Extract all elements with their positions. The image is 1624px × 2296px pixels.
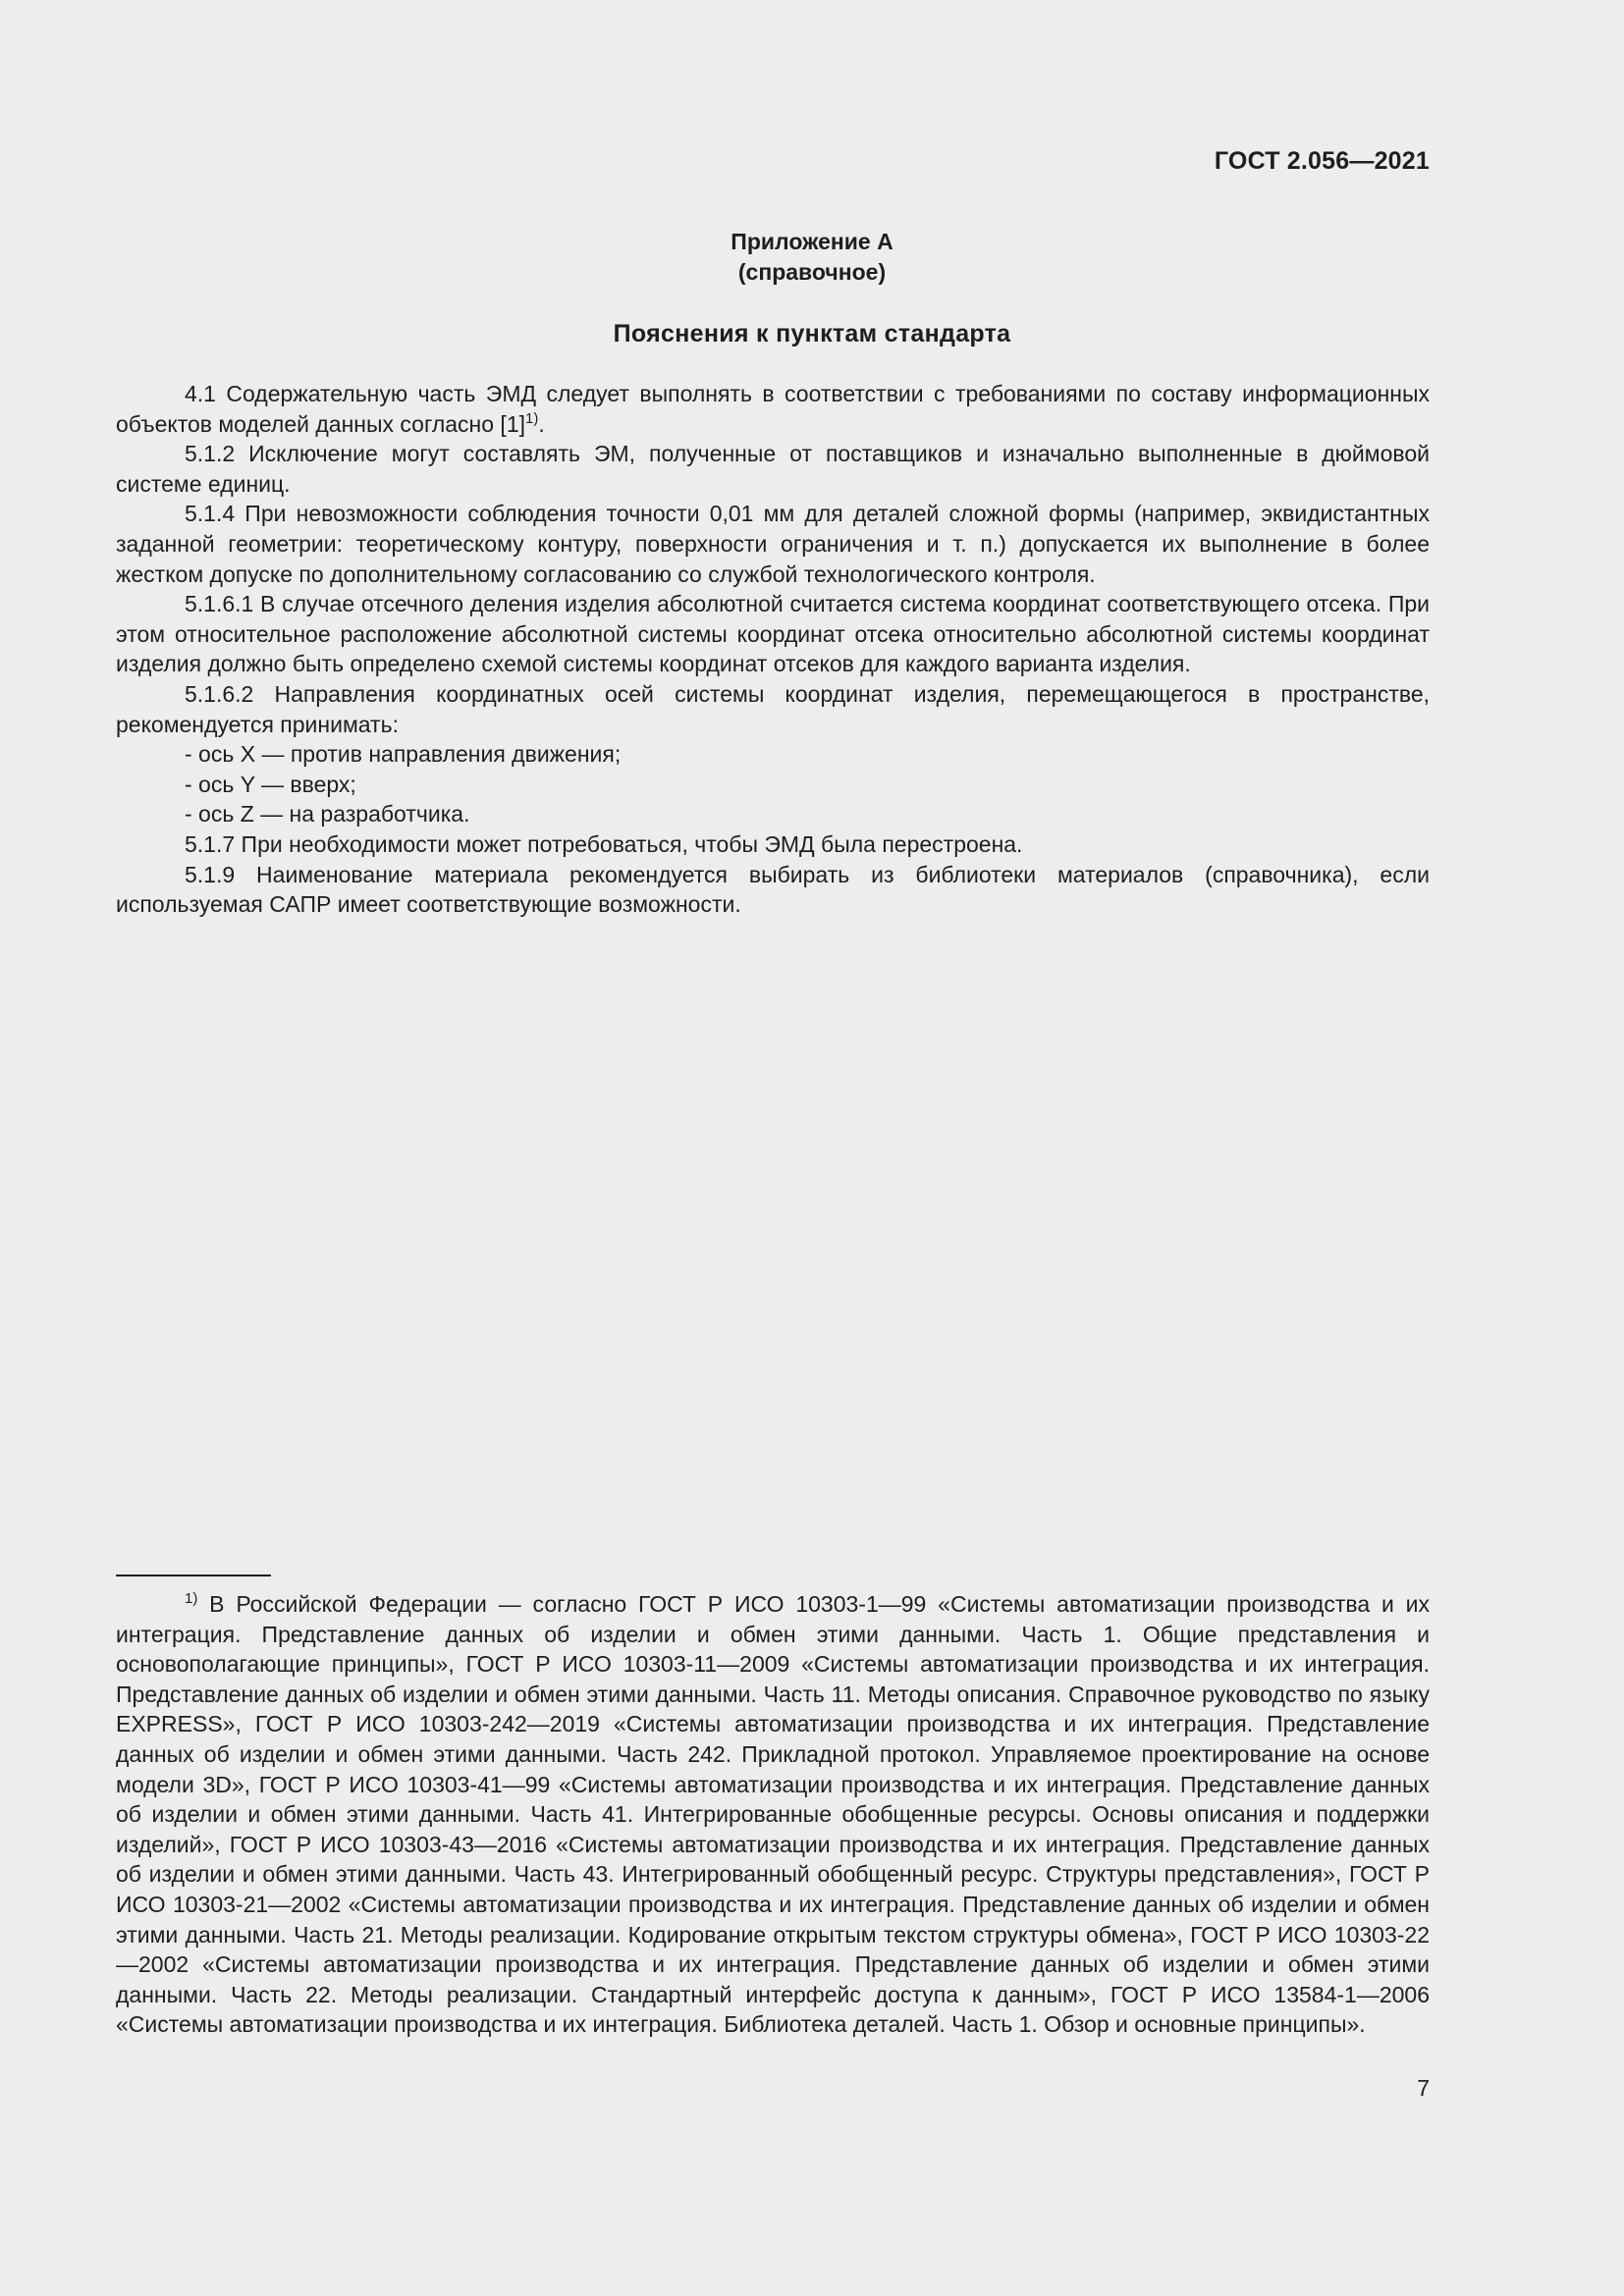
footnote-marker: 1) [185,1590,198,1607]
list-item: - ось X — против направления движения; [185,741,622,768]
paragraph-5-1-2: 5.1.2 Исключение могут составлять ЭМ, полученные от поставщиков и изначально выполненные в дюймовой системе единиц. [116,441,1430,497]
footnote [116,1589,1430,2040]
body-text [116,379,1430,920]
paragraph-4-1: 4.1 Содержательную часть ЭМД следует выполнять в соответствии с требованиями по составу информационных объектов моделей данных согласно $[1]^{1)}$. [116,381,1430,437]
paragraph-5-1-6-1: 5.1.6.1 В случае отсечного деления изделия абсолютной считается система координат соответствующего отсека. При этом относительное расположение абсолютной системы координат отсека относительно абсолютной системы координат изделия должно быть определено схемой системы координат отсеков для каждого варианта изделия. [116,591,1430,677]
paragraph-5-1-4: 5.1.4 При невозможности соблюдения точности 0,01 мм для деталей сложной формы (например, эквидистантных заданной геометрии: теоретическому контуру, поверхности ограничения и т. п.) допускается их выполнение в более жестком допуске по дополнительному согласованию со службой технологического контроля. [116,501,1430,587]
document-id: ГОСТ 2.056—2021 [1214,147,1430,175]
appendix-subtitle: (справочное) [737,259,887,285]
appendix-heading [0,227,1624,288]
section-title: Пояснения к пунктам стандарта [613,320,1011,347]
list-item: - ось Y — вверх; [185,771,356,797]
footnote-ref: 1) [525,409,539,427]
footnote-divider [116,1575,271,1576]
footnote-text: В Российской Федерации — согласно ГОСТ Р ИСО 10303-1—99 «Системы автоматизации производства и их интеграция. Представление данных об изделии и обмен этими данными. Часть 1. Общие представления и основополагающие принципы», ГОСТ Р ИСО 10303-11—2009 «Системы автоматизации производства и их интеграция. Представление данных об изделии и обмен этими данными. Часть 11. Методы описания. Справочное руководство по языку EXPRESS», ГОСТ Р ИСО 10303-242—2019 «Системы автоматизации производства и их интеграция. Представление данных об изделии и обмен этими данными. Часть 242. Прикладной протокол. Управляемое проектирование на основе модели 3D», ГОСТ Р ИСО 10303-41—99 «Системы автоматизации производства и их интеграция. Представление данных об изделии и обмен этими данными. Часть 41. Интегрированные обобщенные ресурсы. Основы описания и поддержки изделий», ГОСТ Р ИСО 10303-43—2016 «Системы автоматизации производства и их интеграция. Представление данных об изделии и обмен этими данными. Часть 43. Интегрированный обобщенный ресурс. Структуры представления», ГОСТ Р ИСО 10303-21—2002 «Системы автоматизации производства и их интеграция. Представление данных об изделии и обмен этими данными. Часть 21. Методы реализации. Кодирование открытым текстом структуры обмена», ГОСТ Р ИСО 10303-22—2002 «Системы автоматизации производства и их интеграция. Представление данных об изделии и обмен этими данными. Часть 22. Методы реализации. Стандартный интерфейс доступа к данным», ГОСТ Р ИСО 13584-1—2006 «Системы автоматизации производства и их интеграция. Библиотека деталей. Часть 1. Обзор и основные принципы». [116,1591,1430,2038]
list-item: - ось Z — на разработчика. [185,801,470,828]
appendix-title: Приложение А [731,229,893,254]
paragraph-5-1-7: 5.1.7 При необходимости может потребоваться, чтобы ЭМД была перестроена. [185,830,1023,857]
paragraph-5-1-9: 5.1.9 Наименование материала рекомендуется выбирать из библиотеки материалов (справочника), если используемая САПР имеет соответствующие возможности. [116,861,1430,918]
paragraph-5-1-6-2: 5.1.6.2 Направления координатных осей системы координат изделия, перемещающегося в пространстве, рекомендуется принимать: [116,680,1430,737]
page-number: 7 [1417,2075,1430,2101]
